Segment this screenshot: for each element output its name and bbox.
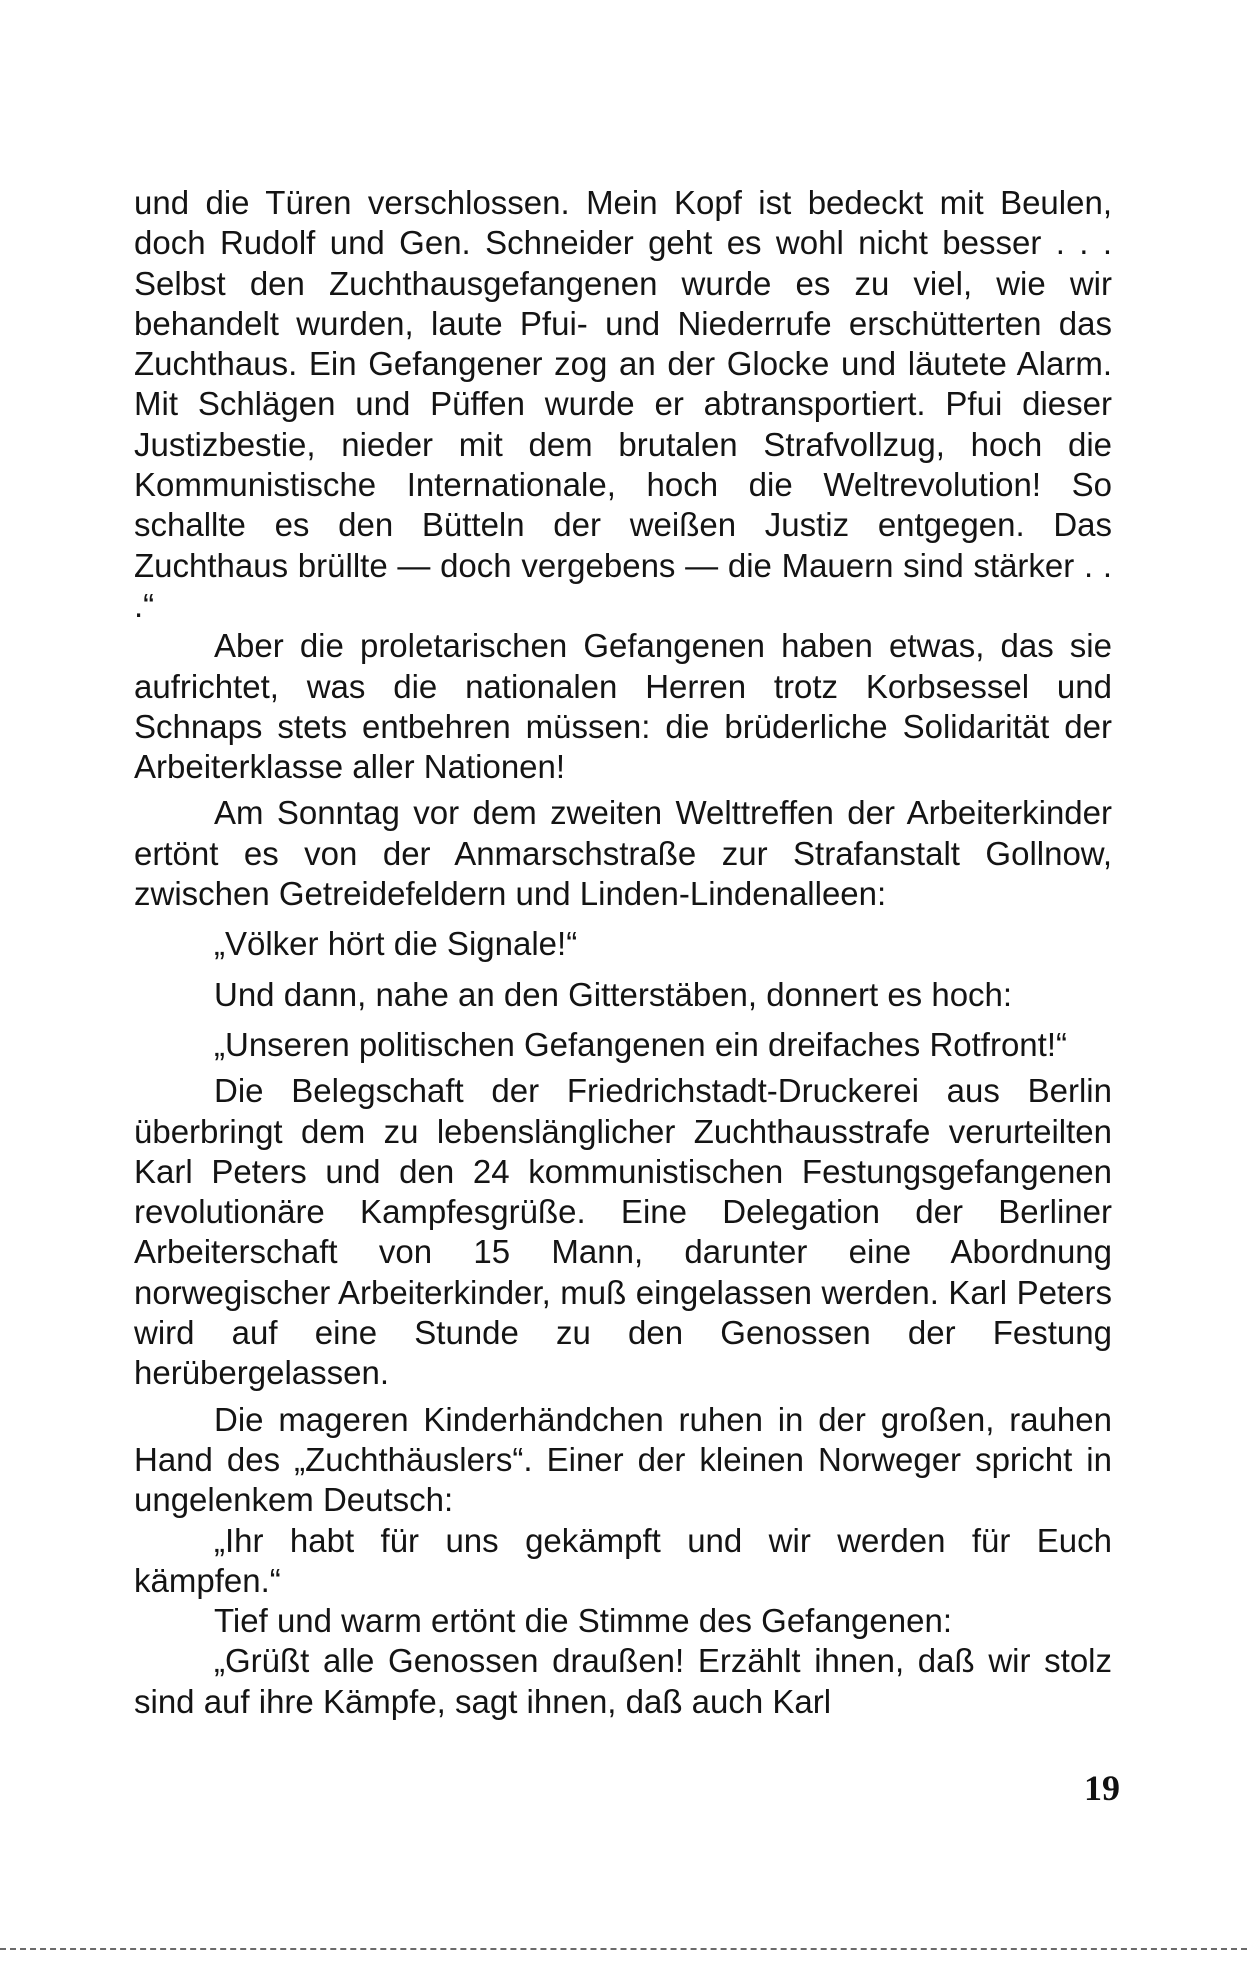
scan-edge-rule — [0, 1948, 1247, 1950]
paragraph-11: „Grüßt alle Genossen draußen! Erzählt ihnen, daß wir stolz sind auf ihre Kämpfe, sagt ihnen, daß auch Karl — [134, 1642, 1112, 1720]
paragraph-1: und die Türen verschlossen. Mein Kopf ist bedeckt mit Beulen, doch Rudolf und Gen. Schneider geht es wohl nicht besser . . . Selbst den Zuchthausgefangenen wurde es zu viel, wie wir behandelt wurden, laute Pfui- und Niederrufe erschütterten das Zuchthaus. Ein Gefangener zog an der Glocke und läutete Alarm. Mit Schlägen und Püffen wurde er abtransportiert. Pfui dieser Justizbestie, nieder mit dem brutalen Strafvollzug, hoch die Kommunistische Internationale, hoch die Weltrevolution! So schallte es den Bütteln der weißen Justiz entgegen. Das Zuchthaus brüllte — doch vergebens — die Mauern sind stärker . . .“ — [134, 184, 1112, 624]
paragraph-7: Die Belegschaft der Friedrichstadt-Druckerei aus Berlin überbringt dem zu lebenslänglicher Zuchthausstrafe verurteilten Karl Peters und den 24 kommunistischen Festungsgefangenen revolutionäre Kampfesgrüße. Eine Delegation der Berliner Arbeiterschaft von 15 Mann, darunter eine Abordnung norwegischer Arbeiterkinder, muß eingelassen werden. Karl Peters wird auf eine Stunde zu den Genossen der Festung herübergelassen. — [134, 1072, 1112, 1392]
paragraph-9: „Ihr habt für uns gekämpft und wir werden für Euch kämpfen.“ — [134, 1521, 1112, 1599]
paragraph-2: Aber die proletarischen Gefangenen haben etwas, das sie aufrichtet, was die nationalen Herren trotz Korbsessel und Schnaps stets entbehren müssen: die brüderliche Solidarität der Arbeiterklasse aller Nationen! — [134, 627, 1112, 786]
paragraph-10: Tief und warm ertönt die Stimme des Gefangenen: — [214, 1602, 952, 1640]
paragraph-6: „Unseren politischen Gefangenen ein dreifaches Rotfront!“ — [214, 1025, 1067, 1063]
body-text — [134, 183, 1112, 1722]
paragraph-4: „Völker hört die Signale!“ — [214, 925, 578, 963]
paragraph-3: Am Sonntag vor dem zweiten Welttreffen der Arbeiterkinder ertönt es von der Anmarschstraße zur Strafanstalt Gollnow, zwischen Getreidefeldern und Linden-Lindenalleen: — [134, 794, 1112, 913]
page-number: 19 — [1084, 1768, 1120, 1808]
paragraph-8: Die mageren Kinderhändchen ruhen in der großen, rauhen Hand des „Zuchthäuslers“. Einer der kleinen Norweger spricht in ungelenkem Deutsch: — [134, 1400, 1112, 1519]
paragraph-5: Und dann, nahe an den Gitterstäben, donnert es hoch: — [214, 975, 1013, 1013]
